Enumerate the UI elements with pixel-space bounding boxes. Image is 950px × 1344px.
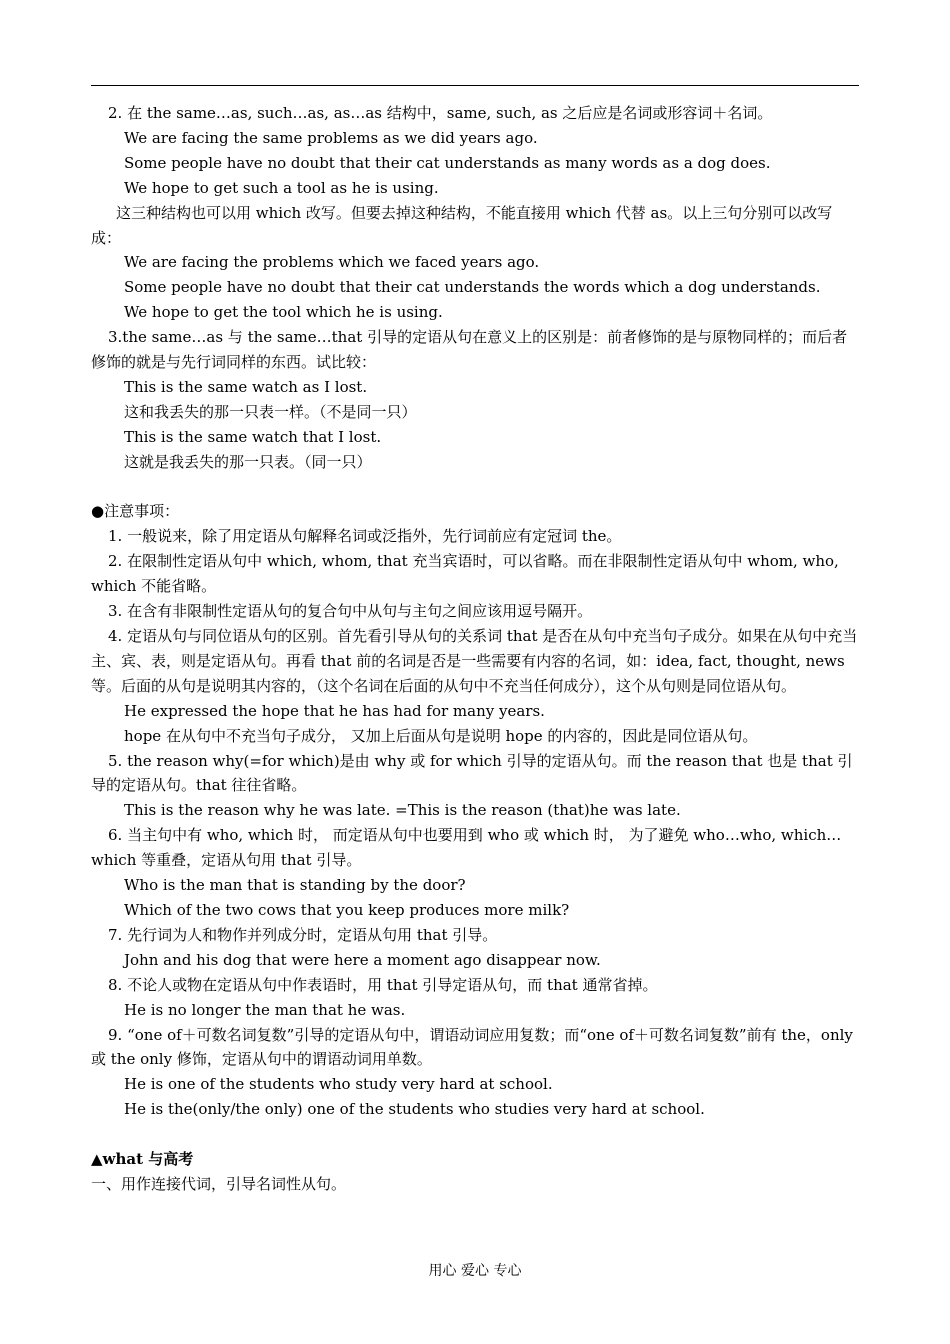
example-translation: 这就是我丢失的那一只表。（同一只） xyxy=(124,452,372,471)
blank-line xyxy=(91,475,859,500)
document-body xyxy=(91,101,859,1197)
paragraph: 5. the reason why(=for which)是由 why 或 for which 引导的定语从句。而 the reason that 也是 that 引导的定语从句。that 往往省略。 xyxy=(91,751,853,795)
example-sentence: We are facing the same problems as we did years ago. xyxy=(124,128,538,147)
example-sentence: Some people have no doubt that their cat understands the words which a dog understands. xyxy=(124,278,821,297)
example-translation: 这和我丢失的那一只表一样。（不是同一只） xyxy=(124,402,417,421)
subsection-heading: 一、用作连接代词，引导名词性从句。 xyxy=(91,1174,347,1193)
example-sentence: This is the same watch that I lost. xyxy=(124,427,382,446)
paragraph: 1. 一般说来，除了用定语从句解释名词或泛指外，先行词前应有定冠词 the。 xyxy=(108,527,622,546)
section-heading-what: ▲what 与高考 xyxy=(91,1150,194,1169)
paragraph: 6. 当主句中有 who, which 时， 而定语从句中也要用到 who 或 which 时， 为了避免 who…who, which…which 等重叠，定语从句用 that 引导。 xyxy=(91,826,842,870)
example-sentence: We hope to get such a tool as he is using. xyxy=(124,178,439,197)
paragraph: 3. 在含有非限制性定语从句的复合句中从句与主句之间应该用逗号隔开。 xyxy=(108,602,593,621)
example-sentence: This is the reason why he was late. =This is the reason (that)he was late. xyxy=(124,801,681,820)
example-sentence: He is no longer the man that he was. xyxy=(124,1000,406,1019)
example-sentence: We hope to get the tool which he is using. xyxy=(124,303,443,322)
example-sentence: John and his dog that were here a moment ago disappear now. xyxy=(124,950,601,969)
page-footer: 用心 爱心 专心 xyxy=(428,1263,522,1279)
paragraph: 4. 定语从句与同位语从句的区别。首先看引导从句的关系词 that 是否在从句中充当句子成分。如果在从句中充当主、宾、表，则是定语从句。再看 that 前的名词是否是一些需要有内容的名词，如：idea, fact, thought, news 等。后面的从句是说明其内容的，（这个名词在后面的从句中不充当任何成分），这个从句则是同位语从句。 xyxy=(91,627,858,695)
paragraph: 3.the same…as 与 the same…that 引导的定语从句在意义上的区别是：前者修饰的是与原物同样的；而后者修饰的就是与先行词同样的东西。试比较： xyxy=(91,328,848,372)
paragraph: 2. 在限制性定语从句中 which, whom, that 充当宾语时，可以省略。而在非限制性定语从句中 whom, who, which 不能省略。 xyxy=(91,552,839,596)
explanation: hope 在从句中不充当句子成分， 又加上后面从句是说明 hope 的内容的，因此是同位语从句。 xyxy=(124,726,758,745)
paragraph: 8. 不论人或物在定语从句中作表语时，用 that 引导定语从句，而 that 通常省掉。 xyxy=(108,975,658,994)
section-heading-notes: ●注意事项： xyxy=(91,502,180,521)
paragraph: 这三种结构也可以用 which 改写。但要去掉这种结构，不能直接用 which 代替 as。以上三句分别可以改写成： xyxy=(91,203,833,247)
example-sentence: Some people have no doubt that their cat understands as many words as a dog does. xyxy=(124,153,771,172)
header-rule xyxy=(91,85,859,86)
example-sentence: We are facing the problems which we faced years ago. xyxy=(124,253,540,272)
example-sentence: He expressed the hope that he has had for many years. xyxy=(124,701,545,720)
example-sentence: Who is the man that is standing by the door? xyxy=(124,876,466,895)
paragraph: 7. 先行词为人和物作并列成分时，定语从句用 that 引导。 xyxy=(108,925,498,944)
example-sentence: Which of the two cows that you keep produces more milk? xyxy=(124,900,570,919)
example-sentence: This is the same watch as I lost. xyxy=(124,377,368,396)
example-sentence: He is one of the students who study very hard at school. xyxy=(124,1075,553,1094)
example-sentence: He is the(only/the only) one of the students who studies very hard at school. xyxy=(124,1100,705,1119)
blank-line xyxy=(91,1122,859,1147)
paragraph: 2. 在 the same…as, such…as, as…as 结构中，same, such, as 之后应是名词或形容词＋名词。 xyxy=(108,104,773,122)
paragraph: 9. “one of＋可数名词复数”引导的定语从句中，谓语动词应用复数；而“one of＋可数名词复数”前有 the，only 或 the only 修饰，定语从句中的谓语动词用单数。 xyxy=(91,1025,853,1069)
